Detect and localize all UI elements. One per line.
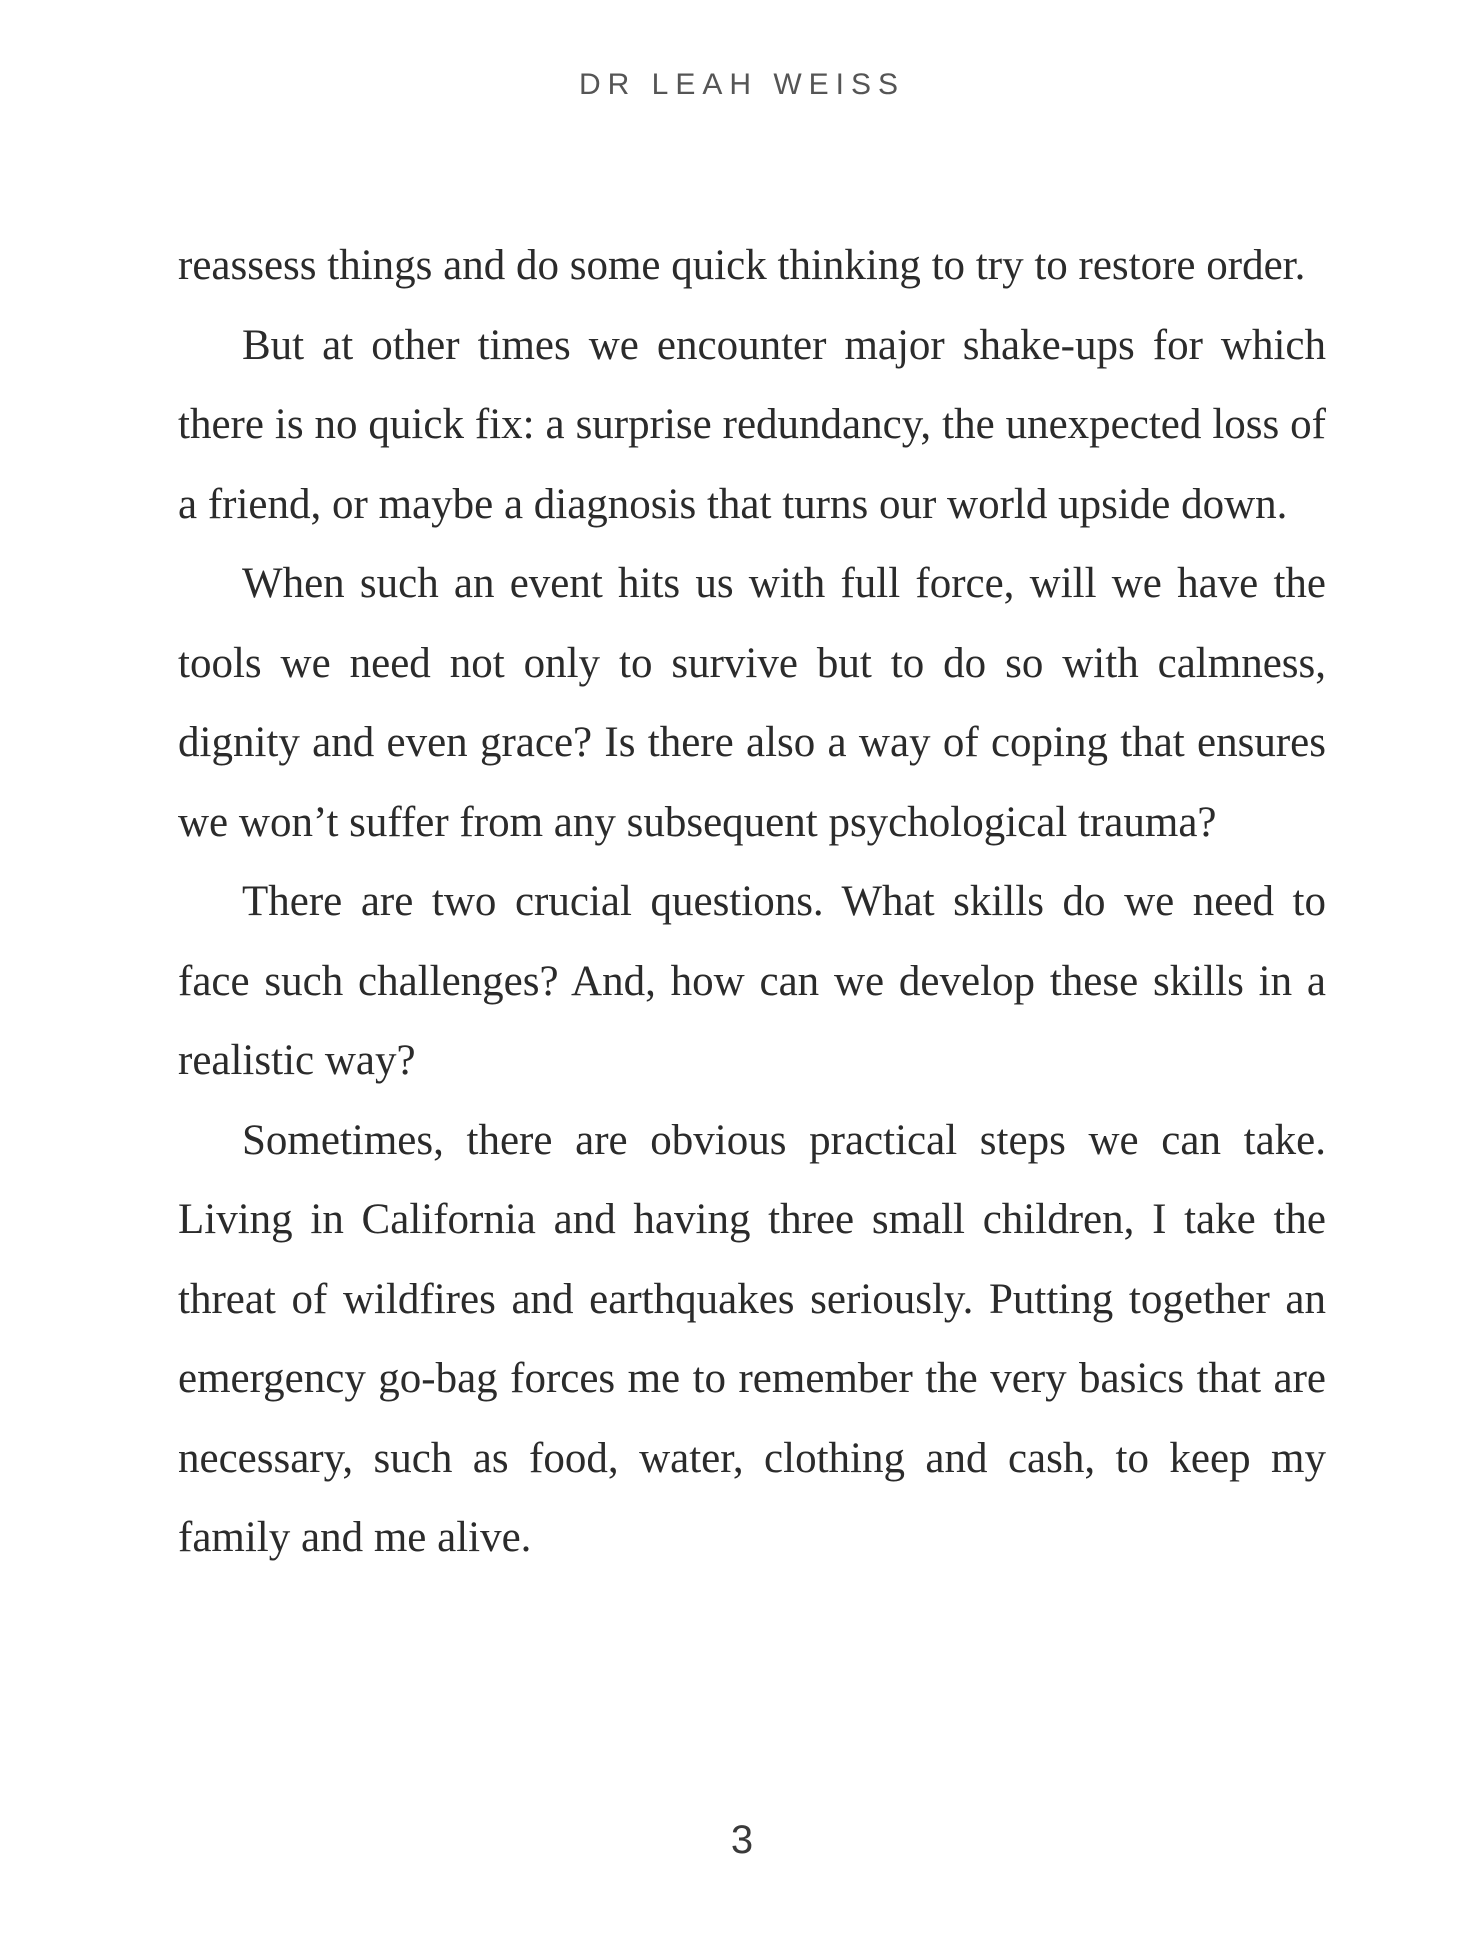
paragraph: When such an event hits us with full force, will we have the tools we need not only to survive but to do so with calmness, dignity and even grace? Is there also a way of coping that ensures we won’t suffer from any subsequent psychological trauma?: [178, 560, 1326, 846]
paragraph: But at other times we encounter major shake-ups for which there is no quick fix: a surprise redundancy, the unexpected loss of a friend, or maybe a diagnosis that turns our world upside down.: [178, 321, 1326, 528]
paragraph-continued: reassess things and do some quick thinking to try to restore order.: [178, 242, 1306, 289]
page-number: 3: [730, 1818, 754, 1862]
running-head: DR LEAH WEISS: [578, 68, 906, 101]
paragraph: There are two crucial questions. What skills do we need to face such challenges? And, how can we develop these skills in a realistic way?: [178, 878, 1326, 1084]
paragraph: Sometimes, there are obvious practical steps we can take. Living in California and having three small children, I take the threat of wildfires and earthquakes seriously. Putting together an emergency go-bag forces me to remember the very basics that are necessary, such as food, water, clothing and cash, to keep my family and me alive.: [178, 1116, 1326, 1561]
body-text: [178, 226, 1326, 1578]
